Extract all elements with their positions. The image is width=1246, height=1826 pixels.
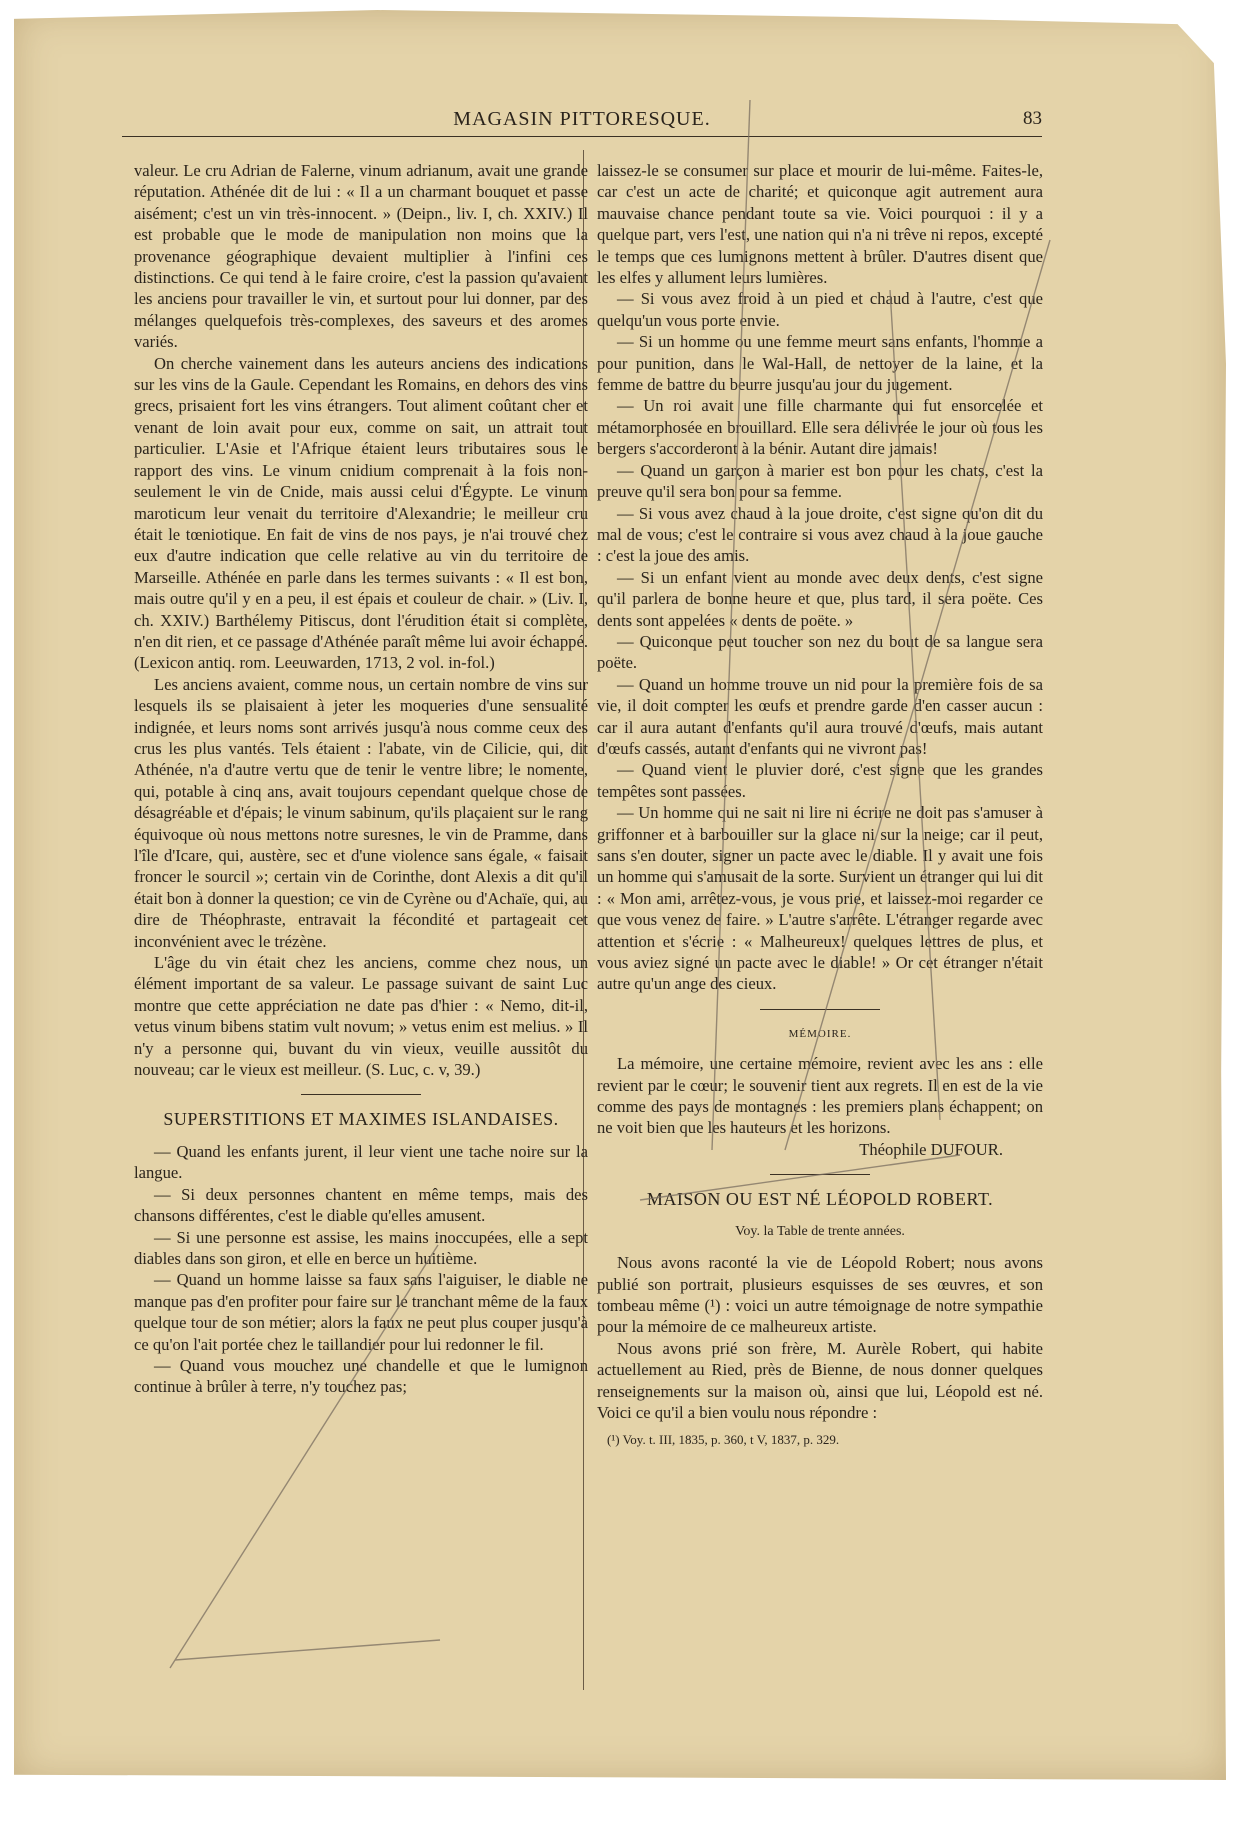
superstition-item: — Si une personne est assise, les mains inoccupées, elle a sept diables dans son giron, et elle en berce un huitième.: [134, 1227, 588, 1268]
superstition-item: — Si vous avez chaud à la joue droite, c'est signe qu'on dit du mal de vous; c'est le contraire si vous avez chaud à la joue gauche : c'est la joue des amis.: [597, 503, 1043, 566]
superstition-item: — Quand vous mouchez une chandelle et que le lumignon continue à brûler à terre, n'y touchez pas;: [134, 1355, 588, 1397]
memoire-text: La mémoire, une certaine mémoire, revient avec les ans : elle revient par le cœur; le souvenir tient aux regrets. Il en est de la vie comme des pays de montagnes : les premiers plans échappent; on ne voit bien que les hauteurs et les horizons.: [597, 1054, 1043, 1138]
wine-paragraph: Les anciens avaient, comme nous, un certain nombre de vins sur lesquels ils se plaisaient à jeter les moqueries d'une sensualité indignée, et leurs noms sont arrivés jusqu'à nous comme ceux des crus les plus vantés. Tels étaient : l'abate, vin de Cilicie, qui, dit Athénée, n'a d'autre vertu que de tenir le ventre libre; le nomente, qui, potable à cinq ans, avait toujours cependant quelque chose de désagréable et d'épais; le vinum sabinum, qu'ils plaçaient sur le rang équivoque où nous mettons notre suresnes, le vin de Pramme, dans l'île d'Icare, qui, austère, sec et d'une violence sans égale, « faisait froncer le sourcil »; certain vin de Corinthe, dont Alexis a dit qu'il était bon à donner la question; ce vin de Cyrène ou d'Achaïe, qui, au dire de Théophraste, entravait la fécondité et partageait cet inconvénient avec le trézène.: [134, 674, 588, 951]
superstition-item: — Si deux personnes chantent en même temps, mais des chansons différentes, c'est le diable qu'elles amusent.: [134, 1184, 588, 1226]
footnote: (¹) Voy. t. III, 1835, p. 360, t V, 1837, p. 329.: [607, 1432, 840, 1448]
superstition-item: — Si un enfant vient au monde avec deux dents, c'est signe qu'il parlera de bonne heure et que, plus tard, il sera poëte. Ces dents sont appelées « dents de poëte. »: [597, 567, 1043, 630]
pencil-line: [170, 1245, 438, 1668]
superstition-item: — Si un homme ou une femme meurt sans enfants, l'homme a pour punition, dans le Wal-Hall, de nettoyer de la laine, et la femme de battre du beurre jusqu'au jour du jugement.: [597, 332, 1043, 395]
memoire-signature: Théophile DUFOUR.: [859, 1139, 1003, 1159]
maison-subtitle: Voy. la Table de trente années.: [735, 1223, 905, 1239]
superstition-item: — Quand un garçon à marier est bon pour les chats, c'est la preuve qu'il sera bon pour sa femme.: [597, 460, 1043, 502]
superstition-item: — Quand un homme laisse sa faux sans l'aiguiser, le diable ne manque pas d'en profiter pour faire sur le tranchant même de la faux quelque tour de son métier; alors la faux ne peut plus couper jusqu'à ce qu'on l'ait portée chez le taillandier pour lui redonner le fil.: [134, 1270, 588, 1354]
wine-paragraph: On cherche vainement dans les auteurs anciens des indications sur les vins de la Gaule. Cependant les Romains, en dehors des vins grecs, prisaient fort les vins étrangers. Tout aliment coûtant cher et venant de loin avait pour eux, comme on sait, un attrait tout particulier. L'Asie et l'Afrique étaient leurs tributaires sous le rapport des vins. Le vinum cnidium comprenait à la fois non-seulement le vin de Cnide, mais aussi celui d'Égypte. Le vinum maroticum leur venait du territoire d'Alexandrie; le meilleur cru était le tœniotique. En fait de vins de nos pays, je n'ai trouvé chez eux d'autre indication que celle relative au vin du territoire de Marseille. Athénée en parle dans les termes suivants : « Il est bon, mais outre qu'il y en a peu, il est épais et couleur de chair. » (Liv. I, ch. XXIV.) Barthélemy Pitiscus, dont l'érudition était si complète, n'en dit rien, et ce passage d'Athénée paraît même lui avoir échappé. (Lexicon antiq. rom. Leeuwarden, 1713, 2 vol. in-fol.): [134, 353, 588, 673]
pencil-line: [175, 1640, 440, 1660]
superstitions-title: SUPERSTITIONS ET MAXIMES ISLANDAISES.: [163, 1109, 559, 1130]
pencil-line: [640, 1155, 960, 1200]
wine-paragraph: L'âge du vin était chez les anciens, comme chez nous, un élément important de sa valeur. Le passage suivant de saint Luc montre que cette appréciation ne date pas d'hier : « Nemo, dit-il, vetus vinum bibens statim vult novum; » vetus enim est melius. » Il n'y a personne qui, buvant du vin vieux, veuille aussitôt du nouveau; car le vieux est meilleur. (S. Luc, c. v, 39.): [134, 953, 588, 1080]
pencil-line: [712, 100, 750, 1150]
superstition-item: — Si vous avez froid à un pied et chaud à l'autre, c'est que quelqu'un vous porte envie.: [597, 289, 1043, 330]
pencil-line: [785, 240, 1050, 1150]
journal-title: MAGASIN PITTORESQUE.: [453, 108, 711, 130]
superstition-item: — Quand vient le pluvier doré, c'est signe que les grandes tempêtes sont passées.: [597, 760, 1043, 801]
maison-paragraph: Nous avons prié son frère, M. Aurèle Robert, qui habite actuellement au Ried, près de Bienne, de nous donner quelques renseignements sur la maison où, ainsi que lui, Léopold est né. Voici ce qu'il a bien voulu nous répondre :: [597, 1338, 1043, 1422]
superstition-item: — Un roi avait une fille charmante qui fut ensorcelée et métamorphosée en brouillard. Elle sera délivrée le jour où tous les bergers s'accorderont à la bénir. Autant dire jamais!: [597, 396, 1043, 459]
superstition-item: — Quiconque peut toucher son nez du bout de sa langue sera poëte.: [597, 631, 1043, 673]
maison-paragraph: Nous avons raconté la vie de Léopold Robert; nous avons publié son portrait, plusieurs esquisses de ses œuvres, et son tombeau même (¹) : voici un autre témoignage de notre sympathie pour la mémoire de ce malheureux artiste.: [597, 1253, 1043, 1337]
maison-title: MAISON OU EST NÉ LÉOPOLD ROBERT.: [646, 1189, 994, 1210]
superstition-item: — Quand les enfants jurent, il leur vient une tache noire sur la langue.: [134, 1141, 588, 1183]
superstition-item: — Un homme qui ne sait ni lire ni écrire ne doit pas s'amuser à griffonner et à barbouiller sur la glace ni sur la neige; car il peut, sans s'en douter, signer un pacte avec le diable. Il y avait une fois un homme qui s'amusait de la sorte. Survient un étranger qui lui dit : « Mon ami, arrêtez-vous, je vous prie, et laissez-moi regarder ce que vous venez de faire. » L'autre s'arrête. L'étranger regarde avec attention et s'écrie : « Malheureux! quelques lettres de plus, et vous aviez signé un pacte avec le diable! » Or cet étranger n'était autre qu'un ange des cieux.: [597, 803, 1043, 994]
superstition-item: — Quand un homme trouve un nid pour la première fois de sa vie, il doit compter les œufs et prendre garde d'en casser aucun : car il aura autant d'enfants qu'il aura trouvé d'œufs, mais autant d'œufs cassés, autant d'enfants qui ne vivront pas!: [597, 674, 1043, 758]
page-number: 83: [1023, 108, 1042, 129]
superstition-item: laissez-le se consumer sur place et mourir de lui-même. Faites-le, car c'est un acte de charité; et quiconque agit autrement aura mauvaise chance pendant toute sa vie. Voici pourquoi : il y a quelque part, vers l'est, une nation qui n'a ni trêve ni repos, excepté le temps que ces lumignons mettent à brûler. D'autres disent que les elfes y allument leurs lumières.: [597, 161, 1043, 288]
wine-paragraph: valeur. Le cru Adrian de Falerne, vinum adrianum, avait une grande réputation. Athénée dit de lui : « Il a un charmant bouquet et passe aisément; c'est un vin très-innocent. » (Deipn., liv. I, ch. XXIV.) Il est probable que le mode de manipulation non moins que la provenance géographique devaient multiplier à l'infini ces distinctions. Ce qui tend à le faire croire, c'est la passion qu'avaient les anciens pour travailler le vin, et surtout pour lui donner, par des mélanges quelquefois très-complexes, des saveurs et des aromes variés.: [134, 161, 588, 352]
memoire-title: MÉMOIRE.: [788, 1027, 852, 1040]
